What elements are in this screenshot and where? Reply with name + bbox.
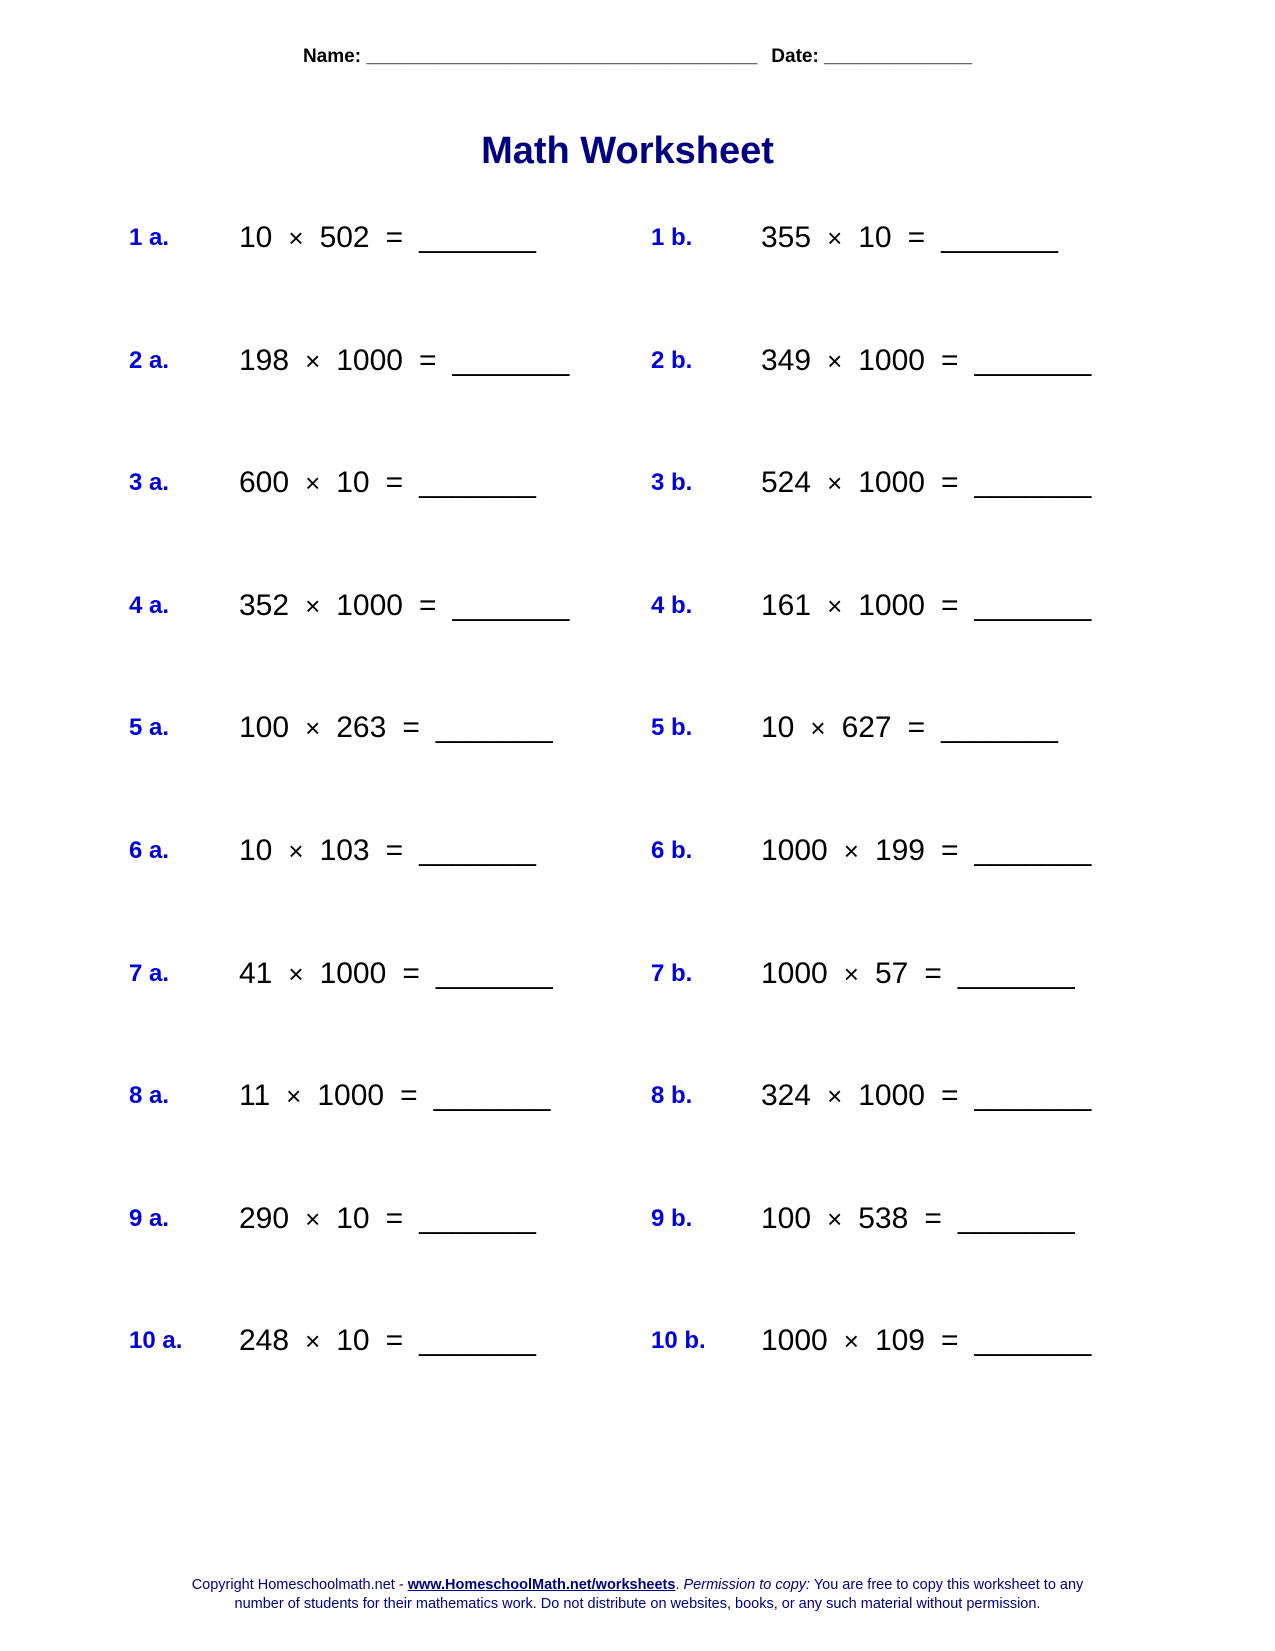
equals-sign: = [419,344,437,377]
multiply-sign: × [305,713,321,743]
answer-blank[interactable]: _______ [433,1079,551,1112]
multiply-sign: × [827,223,843,253]
equals-sign: = [941,466,959,499]
operand-b: 103 [319,834,370,867]
problem-expression [761,1324,1091,1358]
problem-label: 10 a. [129,1327,183,1354]
answer-blank[interactable]: _______ [435,957,553,990]
operand-b: 1000 [317,1079,385,1112]
equals-sign: = [385,834,404,867]
problem-label: 4 a. [129,592,170,619]
problem-expression [239,344,569,378]
multiply-sign: × [827,346,843,376]
operand-a: 198 [239,344,290,377]
answer-blank[interactable]: _______ [419,1202,536,1235]
answer-blank[interactable]: _______ [974,834,1092,867]
footer-sep: . [675,1577,684,1593]
problem-label: 7 a. [129,960,170,987]
problem-expression [761,466,1091,500]
operand-b: 10 [336,1202,370,1235]
multiply-sign: × [827,1204,843,1234]
answer-blank[interactable]: _______ [419,221,536,254]
equals-sign: = [941,1079,959,1112]
problem-expression [239,1079,550,1113]
operand-a: 10 [239,221,273,254]
multiply-sign: × [827,1081,843,1111]
problem-expression [239,221,536,255]
operand-b: 1000 [319,957,387,990]
date-label: Date: [771,46,819,67]
problem-expression [761,1079,1091,1113]
answer-blank[interactable]: _______ [974,466,1092,499]
operand-a: 100 [761,1202,812,1235]
permission-text: You are free to copy this worksheet to any [810,1577,1084,1593]
problem-expression [239,834,536,868]
operand-a: 1000 [761,957,828,990]
multiply-sign: × [288,959,304,989]
date-line[interactable]: ______________ [824,46,973,67]
problem-label: 7 b. [651,960,693,987]
problem-label: 9 a. [129,1205,170,1232]
problem-expression [761,589,1091,623]
problem-label: 6 a. [129,837,170,864]
problem-expression [761,344,1091,378]
operand-a: 161 [761,589,812,622]
answer-blank[interactable]: _______ [452,344,570,377]
operand-b: 1000 [858,1079,925,1112]
operand-a: 355 [761,221,812,254]
equals-sign: = [924,957,942,990]
problem-label: 3 a. [129,469,170,496]
operand-b: 10 [858,221,892,254]
answer-blank[interactable]: _______ [452,589,570,622]
equals-sign: = [385,221,404,254]
operand-b: 57 [874,957,909,990]
problem-label: 4 b. [651,592,693,619]
operand-a: 352 [239,589,290,622]
operand-a: 1000 [761,1324,828,1357]
permission-label: Permission to copy: [683,1577,811,1593]
answer-blank[interactable]: _______ [974,1079,1092,1112]
footer-line-2: number of students for their mathematics work. Do not distribute on websites, books, or any such material without permission. [234,1596,1041,1612]
multiply-sign: × [288,223,304,253]
equals-sign: = [907,221,926,254]
operand-b: 109 [874,1324,925,1357]
multiply-sign: × [305,1204,321,1234]
problem-label: 8 a. [129,1082,170,1109]
operand-b: 1000 [336,589,403,622]
operand-a: 600 [239,466,290,499]
problem-expression [761,957,1075,991]
worksheet-title: Math Worksheet [481,130,774,172]
equals-sign: = [385,1202,404,1235]
multiply-sign: × [305,346,321,376]
operand-a: 10 [239,834,273,867]
multiply-sign: × [305,591,321,621]
problem-expression [239,1202,536,1236]
operand-a: 524 [761,466,812,499]
operand-b: 502 [319,221,370,254]
operand-a: 1000 [761,834,828,867]
multiply-sign: × [827,468,843,498]
problem-expression [239,711,553,745]
operand-a: 290 [239,1202,290,1235]
operand-b: 10 [336,1324,370,1357]
equals-sign: = [385,1324,404,1357]
problem-label: 3 b. [651,469,693,496]
multiply-sign: × [810,713,826,743]
footer-line-1 [0,1576,1275,1595]
operand-a: 10 [761,711,795,744]
problem-expression [761,221,1058,255]
equals-sign: = [402,711,420,744]
operand-b: 627 [841,711,892,744]
problem-label: 6 b. [651,837,693,864]
problem-expression [761,1202,1075,1236]
problem-expression [761,834,1091,868]
multiply-sign: × [286,1081,302,1111]
answer-blank[interactable]: _______ [941,711,1058,744]
problem-label: 2 b. [651,347,693,374]
answer-blank[interactable]: _______ [974,344,1092,377]
multiply-sign: × [288,836,304,866]
problem-expression [239,466,536,500]
operand-a: 41 [239,957,273,990]
operand-a: 11 [239,1079,271,1112]
problem-expression [239,957,553,991]
problem-label: 5 b. [651,714,693,741]
problem-expression [239,589,569,623]
answer-blank[interactable]: _______ [419,1324,536,1357]
problem-expression [761,711,1058,745]
equals-sign: = [941,344,959,377]
operand-b: 1000 [858,589,925,622]
answer-blank[interactable]: _______ [957,1202,1075,1235]
copyright-footer [0,1576,1275,1614]
problem-label: 1 a. [129,224,170,251]
operand-b: 263 [336,711,387,744]
operand-b: 1000 [336,344,403,377]
equals-sign: = [907,711,926,744]
equals-sign: = [941,1324,959,1357]
problem-label: 8 b. [651,1082,693,1109]
problem-label: 9 b. [651,1205,693,1232]
answer-blank[interactable]: _______ [941,221,1058,254]
answer-blank[interactable]: _______ [974,589,1092,622]
operand-a: 324 [761,1079,812,1112]
problem-expression [239,1324,536,1358]
multiply-sign: × [843,836,859,866]
answer-blank[interactable]: _______ [974,1324,1092,1357]
operand-b: 199 [874,834,925,867]
copyright-text: Copyright Homeschoolmath.net - [191,1577,408,1593]
operand-a: 349 [761,344,812,377]
operand-b: 1000 [858,344,925,377]
operand-a: 248 [239,1324,290,1357]
worksheets-link[interactable]: www.HomeschoolMath.net/worksheets [407,1577,676,1593]
problem-label: 2 a. [129,347,170,374]
equals-sign: = [924,1202,942,1235]
equals-sign: = [941,589,959,622]
answer-blank[interactable]: _______ [419,834,536,867]
operand-b: 10 [336,466,370,499]
answer-blank[interactable]: _______ [957,957,1075,990]
multiply-sign: × [305,468,321,498]
name-line[interactable]: _____________________________________ [366,46,758,67]
operand-b: 538 [858,1202,909,1235]
equals-sign: = [385,466,404,499]
equals-sign: = [419,589,437,622]
answer-blank[interactable]: _______ [419,466,536,499]
operand-b: 1000 [858,466,925,499]
name-label: Name: [302,46,362,67]
operand-a: 100 [239,711,290,744]
multiply-sign: × [827,591,843,621]
equals-sign: = [400,1079,418,1112]
problem-label: 1 b. [651,224,693,251]
multiply-sign: × [305,1326,321,1356]
problem-label: 5 a. [129,714,170,741]
multiply-sign: × [843,959,859,989]
equals-sign: = [402,957,420,990]
equals-sign: = [941,834,959,867]
multiply-sign: × [843,1326,859,1356]
problem-label: 10 b. [651,1327,706,1354]
answer-blank[interactable]: _______ [435,711,553,744]
